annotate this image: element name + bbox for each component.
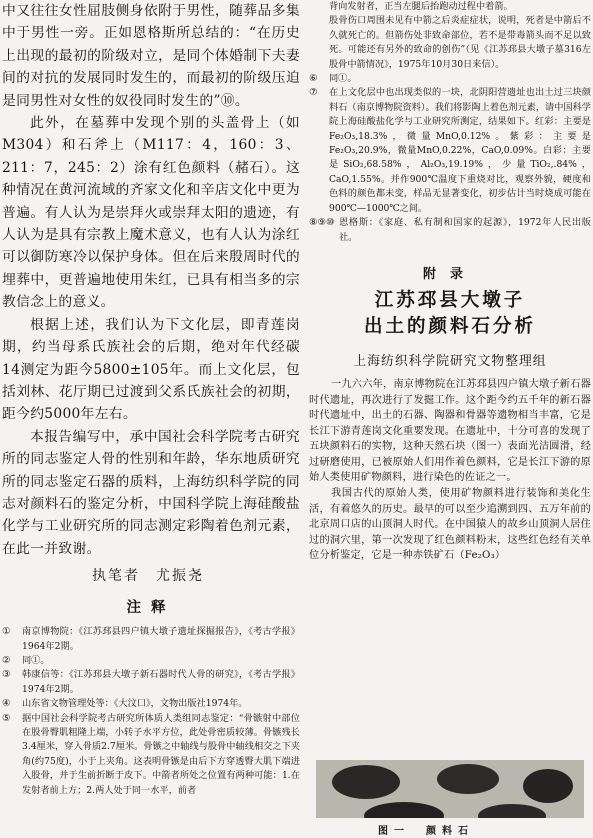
footnote-text: 韩康信等：《江苏邳县大墩子新石器时代人骨的研究》，《考古学报》1974年2期。 <box>22 669 300 695</box>
footnote-number: ① <box>2 626 11 638</box>
acknowledgement-paragraph: 本报告编写中，承中国社会科学院考古研究所的同志鉴定人骨的性别和年龄，华东地质研究所的同志鉴定石器的质料，上海纺织科学院的同志对颜料石的鉴定分析，中国科学院上海硅酸盐化学与工业研究所的同志测定彩陶着色剂元素，在此一并致谢。 <box>2 428 300 557</box>
footnote-text: 山东省文物管理处等：《大汶口》，文物出版社1974年。 <box>22 698 248 710</box>
stone-3 <box>523 769 573 803</box>
article-title: 江苏邳县大墩子 <box>374 289 526 311</box>
footnote-number: ④ <box>2 698 11 710</box>
footnote <box>2 654 300 668</box>
author-line: 执笔者 尤振尧 <box>92 568 204 585</box>
footnote <box>2 712 300 798</box>
right-column <box>309 0 591 564</box>
footnote <box>309 72 591 86</box>
footnote-text: 据中国社会科学院考古研究所体质人类组同志鉴定：“骨镞射中部位在股骨臀肌粗隆上端，小转子水平方位，此处骨密质较薄。骨镞残长3.4厘米，穿入骨质2.7厘米。骨镞之中轴线与股骨中轴线相交之下夹角(约75度)，小于上夹角。这表明骨镞是由后下方穿透臀大肌下端进入股骨，并于生前折断于皮下。中箭者所处之位置有两种可能：1.在发射者前上方；2.两人处于同一水平，前者 <box>22 712 300 796</box>
footnote <box>309 86 591 216</box>
appendix-label: 附录 <box>422 266 477 282</box>
footnote-continuation: 背向发射者，正当左腿后抬跑动过程中着箭。 <box>329 1 513 12</box>
body-paragraph: 根据上述，我们认为下文化层，即青莲岗期，约当母系氏族社会的后期，绝对年代经碳14测定为距今5800±105年。而上文化层，包括刘林、花厅期已过渡到父系氏族社会的初期，距今约5000年左右。 <box>2 316 300 423</box>
footnote-number: ③ <box>2 669 11 681</box>
footnote-text: 恩格斯：《家庭、私有制和国家的起源》，1972年人民出版社。 <box>339 217 591 243</box>
footnote-number: ② <box>2 654 11 666</box>
footnote <box>309 216 591 245</box>
footnote-text: 同①。 <box>329 73 357 85</box>
article-byline: 上海纺织科学院研究文物整理组 <box>353 353 547 369</box>
article-title: 出土的颜料石分析 <box>363 315 536 337</box>
notes-heading: 注释 <box>126 600 176 617</box>
left-column <box>2 0 300 798</box>
footnote-number: ⑦ <box>309 87 318 99</box>
footnote-number: ⑧⑨⑩ <box>309 217 335 229</box>
body-paragraph: 中又往往女性屈肢侧身依附于男性，随葬品多集中于男性一旁。正如恩格斯所总结的：“在历史上出现的最初的阶级对立，是同个体婚制下夫妻间的对抗的发展同时发生的，而最初的阶级压迫是同男性对女性的奴役同时发生的”⑩。 <box>2 3 300 109</box>
footnote <box>2 625 300 654</box>
footnote <box>2 697 300 711</box>
footnote-continuation: 股骨伤口周围未见有中箭之后炎症症状，说明，死者是中箭后不久就死亡的。但箭伤处非致命部位，若不是带毒箭头而不足以致死。可能还有另外的致命的创伤”（见《江苏邳县大墩子墓316左股骨中箭情况》，1975年10月30日来信）。 <box>329 15 591 70</box>
stone-1 <box>332 765 400 799</box>
footnote-number: ⑤ <box>2 712 11 724</box>
footnote-text: 南京博物院：《江苏邳县四户镇大墩子遗址探掘报告》，《考古学报》1964年2期。 <box>22 626 300 652</box>
figure-caption: 图一 颜料石 <box>378 826 474 837</box>
footnote-text: 同①。 <box>22 654 50 666</box>
body-paragraph: 此外，在墓葬中发现个别的头盖骨上（如M304）和石斧上（M117：4，160：3、211：7，245：2）涂有红色颜料（赭石）。这种情况在黄河流域的齐家文化和辛店文化中更为普遍。有人认为是崇拜火或崇拜太阳的遗迹，有人认为是具有宗教上魔术意义，也有人认为涂红可以御防寒冷以保护身体。但在后来殷周时代的埋葬中，更普遍地使用朱红，已具有相当多的宗教信念上的意义。 <box>2 115 300 311</box>
photo-image <box>316 760 584 818</box>
body-paragraph: 一九六六年，南京博物院在江苏邳县四户镇大墩子新石器时代遗址，再次进行了发掘工作。这个距今约五千年的新石器时代遗址中，出土的石器、陶器和骨器等遗物相当丰富，它是长江下游青莲岗文化重要发现。在遗址中，十分可喜的发现了五块颜料石的实物，这种天然石块（图一）表面光洁圆滑，经过研磨使用，已被原始人们用作着色颜料，它是长江下游的原始人类使用矿物颜料，进行染色的佐证之一。 <box>309 378 591 484</box>
footnote-text: 在上文化层中也出现类似的一块，北阴阳营遗址也出土过三块颜料石（南京博物院资料）。我们将影陶上着色剂元素，请中国科学院上海硅酸盐化学与工业研究所测定，结果如下。红彩：主要是Fe₂O₃,18.3%，微量MnO,0.12%。紫彩：主要是Fe₂O₃,20.9%，微量MnO,0.22%，CaO,0.09%。白彩：主要是SiO₂,68.58%，Al₂O₃,19.19%，少量TiO₂,.84%，CaO,1.55%。并作900℃温度下重烧对比，观察外貌，硬度和色料的颜色都未变，样品无显著变化，初步估计当时烧成可能在900℃—1000℃之间。 <box>329 87 591 214</box>
pigment-stones-photo <box>316 760 584 818</box>
footnote-number: ⑥ <box>309 73 318 85</box>
body-paragraph: 我国古代的原始人类，使用矿物颜料进行装饰和美化生活，有着悠久的历史。最早的可以至少追溯到四、五万年前的北京周口店的山顶洞人时代。在中国猿人的故乡山顶洞人居住过的洞穴里，第一次发现了红色颜料粉末，这些红色经有关单位分析鉴定，它是一种赤铁矿石（Fe₂O₃） <box>309 488 591 562</box>
footnote <box>2 668 300 697</box>
stone-2 <box>437 764 499 794</box>
